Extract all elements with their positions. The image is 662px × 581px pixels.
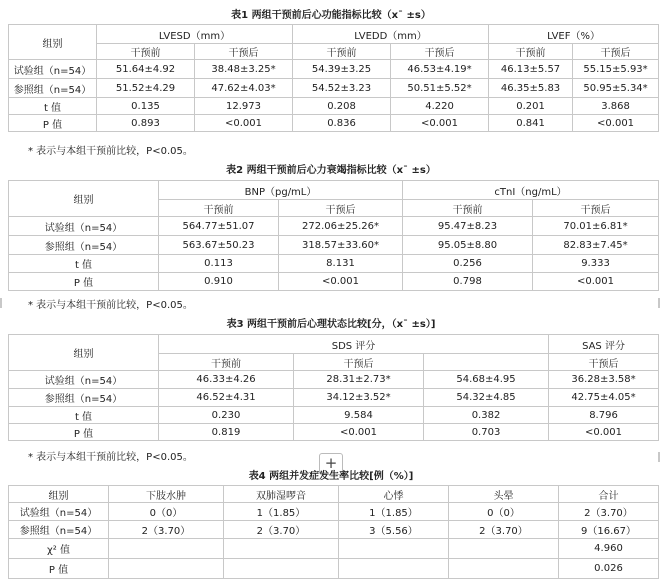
cell: 46.13±5.57: [489, 60, 573, 79]
cell: 38.48±3.25*: [195, 60, 293, 79]
metric-header: SAS 评分: [549, 335, 659, 354]
cell: [109, 559, 224, 579]
cell: 0.135: [97, 98, 195, 115]
group-header: 组别: [9, 25, 97, 60]
table-row: [9, 559, 659, 579]
sub-header: 干预前: [403, 200, 533, 217]
metric-header: BNP（pg/mL）: [159, 181, 403, 200]
row-label: 参照组（n=54）: [9, 389, 159, 407]
sub-header: 干预前: [489, 44, 573, 60]
cell: 0.201: [489, 98, 573, 115]
table-row: [9, 79, 659, 98]
table-row: [9, 521, 659, 539]
table-row: [9, 236, 659, 255]
table2-note: * 表示与本组干预前比较，P<0.05。: [28, 300, 193, 311]
page-edge-marker: [658, 298, 660, 308]
cell: 0.841: [489, 115, 573, 132]
table1-caption: 表1 两组干预前后心功能指标比较（x¯ ±s）: [231, 10, 431, 21]
cell: 0.819: [159, 424, 294, 441]
row-label: t 值: [9, 255, 159, 273]
cell: 3（5.56）: [339, 521, 449, 539]
cell: 46.35±5.83: [489, 79, 573, 98]
table3: [8, 334, 659, 441]
page-edge-marker: [0, 298, 2, 308]
cell: [224, 539, 339, 559]
cell: 0.893: [97, 115, 195, 132]
metric-header: LVEDD（mm）: [293, 25, 489, 44]
sub-header: 干预后: [549, 354, 659, 371]
table-row: [9, 539, 659, 559]
sub-header: 干预前: [159, 354, 294, 371]
table4-caption: 表4 两组并发症发生率比较[例（%）]: [248, 471, 414, 482]
cell: 564.77±51.07: [159, 217, 279, 236]
cell: 54.39±3.25: [293, 60, 391, 79]
row-label: P 值: [9, 115, 97, 132]
cell: 8.796: [549, 407, 659, 424]
cell: 0.113: [159, 255, 279, 273]
row-label: χ² 值: [9, 539, 109, 559]
row-label: 试验组（n=54）: [9, 217, 159, 236]
cell: [449, 559, 559, 579]
cell: [449, 539, 559, 559]
cell: 8.131: [279, 255, 403, 273]
row-label: t 值: [9, 98, 97, 115]
table1-note: * 表示与本组干预前比较，P<0.05。: [28, 146, 193, 157]
cell: 9（16.67）: [559, 521, 659, 539]
sub-header: 干预后: [294, 354, 424, 371]
row-label: 试验组（n=54）: [9, 371, 159, 389]
cell: <0.001: [294, 424, 424, 441]
cell: 0（0）: [109, 503, 224, 521]
sub-header: 干预前: [97, 44, 195, 60]
table4: [8, 485, 659, 579]
cell: 2（3.70）: [109, 521, 224, 539]
cell: <0.001: [573, 115, 659, 132]
cell: 54.52±3.23: [293, 79, 391, 98]
table-row: [9, 115, 659, 132]
cell: <0.001: [391, 115, 489, 132]
table2: [8, 180, 659, 291]
cell: 0.836: [293, 115, 391, 132]
cell: 4.960: [559, 539, 659, 559]
sub-header: 干预后: [533, 200, 659, 217]
row-label: t 值: [9, 407, 159, 424]
cell: 2（3.70）: [224, 521, 339, 539]
column-header: 心悸: [339, 486, 449, 503]
table3-note: * 表示与本组干预前比较，P<0.05。: [28, 452, 193, 463]
sub-header: 干预后: [573, 44, 659, 60]
cell: 51.64±4.92: [97, 60, 195, 79]
cell: 0.798: [403, 273, 533, 291]
table-row: [9, 371, 659, 389]
table-row: [9, 217, 659, 236]
table-row: [9, 389, 659, 407]
cell: 1（1.85）: [339, 503, 449, 521]
cell: 55.15±5.93*: [573, 60, 659, 79]
cell: 9.333: [533, 255, 659, 273]
cell: 0.208: [293, 98, 391, 115]
group-header: 组别: [9, 335, 159, 371]
column-header: 头晕: [449, 486, 559, 503]
cell: 95.05±8.80: [403, 236, 533, 255]
cell: 42.75±4.05*: [549, 389, 659, 407]
page-edge-marker: [658, 452, 660, 462]
cell: 54.32±4.85: [424, 389, 549, 407]
column-header: 组别: [9, 486, 109, 503]
column-header: 双肺湿啰音: [224, 486, 339, 503]
cell: 12.973: [195, 98, 293, 115]
cell: 46.53±4.19*: [391, 60, 489, 79]
table-row: [9, 60, 659, 79]
add-button[interactable]: +: [319, 453, 343, 475]
cell: 0.703: [424, 424, 549, 441]
cell: <0.001: [279, 273, 403, 291]
metric-header: cTnI（ng/mL）: [403, 181, 659, 200]
cell: 1（1.85）: [224, 503, 339, 521]
sub-header: 干预后: [391, 44, 489, 60]
cell: 0（0）: [449, 503, 559, 521]
sub-header: [424, 354, 549, 371]
cell: [339, 539, 449, 559]
metric-header: SDS 评分: [159, 335, 549, 354]
cell: <0.001: [533, 273, 659, 291]
cell: 82.83±7.45*: [533, 236, 659, 255]
cell: 95.47±8.23: [403, 217, 533, 236]
column-header: 下肢水肿: [109, 486, 224, 503]
cell: 34.12±3.52*: [294, 389, 424, 407]
cell: 50.95±5.34*: [573, 79, 659, 98]
cell: <0.001: [549, 424, 659, 441]
cell: 0.230: [159, 407, 294, 424]
cell: 0.026: [559, 559, 659, 579]
row-label: 参照组（n=54）: [9, 236, 159, 255]
cell: 51.52±4.29: [97, 79, 195, 98]
cell: 70.01±6.81*: [533, 217, 659, 236]
cell: 46.33±4.26: [159, 371, 294, 389]
cell: 0.382: [424, 407, 549, 424]
table-row: [9, 273, 659, 291]
row-label: P 值: [9, 424, 159, 441]
cell: 47.62±4.03*: [195, 79, 293, 98]
column-header: 合计: [559, 486, 659, 503]
sub-header: 干预前: [293, 44, 391, 60]
metric-header: LVEF（%）: [489, 25, 659, 44]
cell: 272.06±25.26*: [279, 217, 403, 236]
cell: 46.52±4.31: [159, 389, 294, 407]
cell: 0.256: [403, 255, 533, 273]
row-label: 试验组（n=54）: [9, 60, 97, 79]
cell: 2（3.70）: [449, 521, 559, 539]
cell: [339, 559, 449, 579]
row-label: 参照组（n=54）: [9, 521, 109, 539]
cell: <0.001: [195, 115, 293, 132]
table-row: [9, 503, 659, 521]
group-header: 组别: [9, 181, 159, 217]
table-row: [9, 255, 659, 273]
cell: 4.220: [391, 98, 489, 115]
cell: 28.31±2.73*: [294, 371, 424, 389]
metric-header: LVESD（mm）: [97, 25, 293, 44]
row-label: P 值: [9, 273, 159, 291]
sub-header: 干预前: [159, 200, 279, 217]
cell: 50.51±5.52*: [391, 79, 489, 98]
cell: 563.67±50.23: [159, 236, 279, 255]
cell: 2（3.70）: [559, 503, 659, 521]
cell: 318.57±33.60*: [279, 236, 403, 255]
cell: [109, 539, 224, 559]
cell: 54.68±4.95: [424, 371, 549, 389]
sub-header: 干预后: [279, 200, 403, 217]
row-label: P 值: [9, 559, 109, 579]
cell: 36.28±3.58*: [549, 371, 659, 389]
table-row: [9, 98, 659, 115]
sub-header: 干预后: [195, 44, 293, 60]
cell: 9.584: [294, 407, 424, 424]
table2-caption: 表2 两组干预前后心力衰竭指标比较（x¯ ±s）: [226, 165, 436, 176]
cell: 3.868: [573, 98, 659, 115]
row-label: 参照组（n=54）: [9, 79, 97, 98]
row-label: 试验组（n=54）: [9, 503, 109, 521]
table-row: [9, 424, 659, 441]
table3-caption: 表3 两组干预前后心理状态比较[分，（x¯ ±s）]: [226, 319, 436, 330]
table-row: [9, 407, 659, 424]
cell: 0.910: [159, 273, 279, 291]
table1: [8, 24, 659, 132]
cell: [224, 559, 339, 579]
